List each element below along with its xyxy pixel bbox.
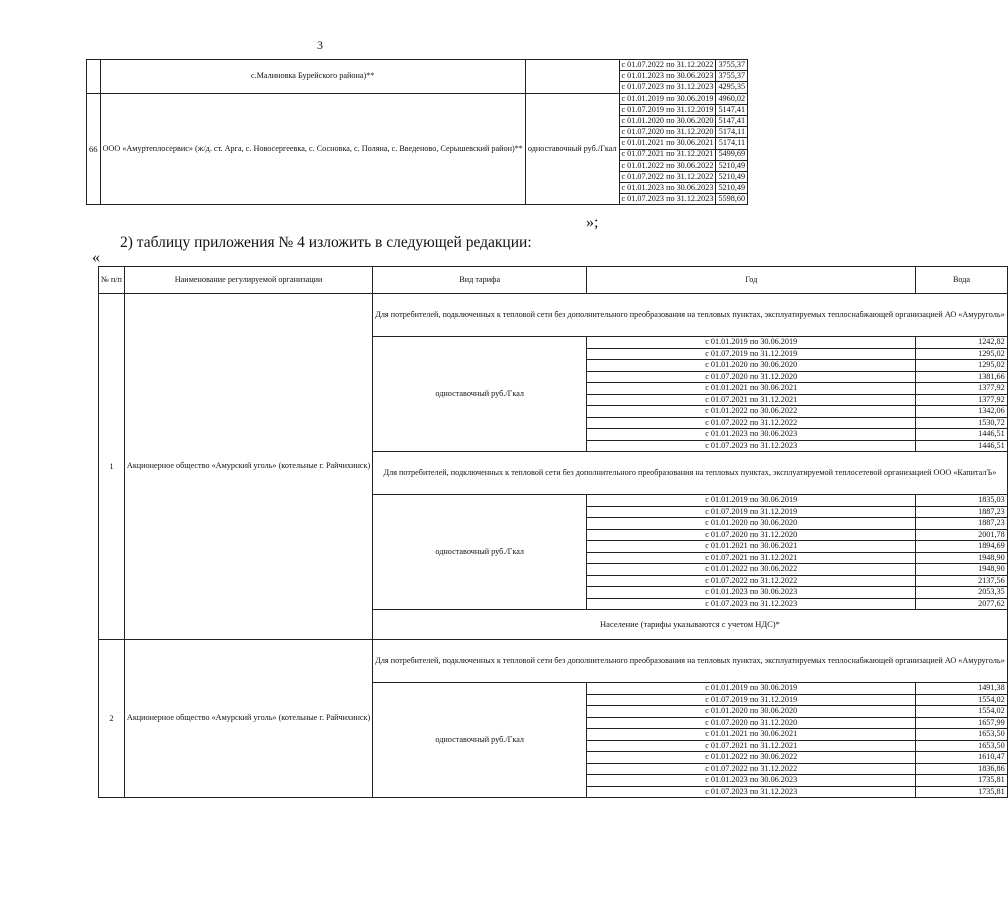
value-cell: 1836,86 [916,763,1007,775]
table-header-row [99,267,1008,294]
table-row [87,60,748,71]
period-cell: с 01.01.2019 по 30.06.2019 [587,683,916,695]
entry-number: 1 [99,294,125,640]
period-cell: с 01.01.2022 по 30.06.2022 [587,406,916,418]
entry-number: 66 [87,93,101,205]
period-cell: с 01.07.2022 по 31.12.2022 [587,417,916,429]
value-cell: 5147,41 [716,104,748,115]
value-cell: 5598,60 [716,194,748,205]
period-cell: с 01.07.2019 по 31.12.2019 [587,694,916,706]
value-cell: 1446,51 [916,429,1007,441]
period-cell: с 01.07.2023 по 31.12.2023 [619,82,716,93]
entry-number [87,60,101,94]
org-name: Акционерное общество «Амурский уголь» (котельные г. Райчихинск) [124,640,372,798]
value-cell: 1491,38 [916,683,1007,695]
period-cell: с 01.07.2022 по 31.12.2022 [587,763,916,775]
period-cell: с 01.07.2023 по 31.12.2023 [587,598,916,610]
table-row [87,93,748,104]
period-cell: с 01.07.2022 по 31.12.2022 [587,575,916,587]
value-cell: 1835,03 [916,495,1007,507]
period-cell: с 01.07.2020 по 31.12.2020 [587,717,916,729]
value-cell: 1653,50 [916,740,1007,752]
value-cell: 2001,78 [916,529,1007,541]
period-cell: с 01.07.2019 по 31.12.2019 [587,348,916,360]
period-cell: с 01.01.2021 по 30.06.2021 [587,383,916,395]
period-cell: с 01.07.2020 по 31.12.2020 [587,371,916,383]
value-cell: 1610,47 [916,752,1007,764]
period-cell: с 01.01.2020 по 30.06.2020 [587,518,916,530]
period-cell: с 01.01.2022 по 30.06.2022 [587,752,916,764]
period-cell: с 01.01.2021 по 30.06.2021 [587,541,916,553]
value-cell: 1530,72 [916,417,1007,429]
value-cell: 1446,51 [916,440,1007,452]
period-cell: с 01.07.2020 по 31.12.2020 [587,529,916,541]
period-cell: с 01.07.2021 по 31.12.2021 [619,149,716,160]
period-cell: с 01.01.2023 по 30.06.2023 [587,775,916,787]
value-cell: 5174,11 [716,127,748,138]
tariff-kind: одноставочный руб./Гкал [525,93,619,205]
value-cell: 1948,90 [916,552,1007,564]
tariff-table-appendix-4 [98,266,1008,798]
value-cell: 1554,02 [916,694,1007,706]
period-cell: с 01.01.2022 по 30.06.2022 [619,160,716,171]
value-cell: 1735,81 [916,775,1007,787]
value-cell: 1295,02 [916,348,1007,360]
org-name: Акционерное общество «Амурский уголь» (котельные г. Райчихинск) [124,294,372,640]
value-cell: 1342,06 [916,406,1007,418]
tariff-kind [525,60,619,94]
value-cell: 1653,50 [916,729,1007,741]
header-org: Наименование регулируемой организации [124,267,372,294]
value-cell: 1887,23 [916,518,1007,530]
period-cell: с 01.01.2022 по 30.06.2022 [587,564,916,576]
header-year: Год [587,267,916,294]
period-cell: с 01.01.2023 по 30.06.2023 [587,429,916,441]
value-cell: 1295,02 [916,360,1007,372]
opening-quote: « [92,249,100,266]
period-cell: с 01.07.2023 по 31.12.2023 [587,440,916,452]
consumer-group-label: Для потребителей, подключенных к тепловой сети без дополнительного преобразования на тепловых пунктах, эксплуатируемой теплосетевой организацией ООО «КапиталЪ» [373,452,1007,495]
value-cell: 5210,49 [716,183,748,194]
value-cell: 1377,92 [916,383,1007,395]
period-cell: с 01.01.2020 по 30.06.2020 [587,706,916,718]
period-cell: с 01.01.2019 по 30.06.2019 [587,337,916,349]
header-num: № п/п [99,267,125,294]
page-number: 3 [317,38,323,52]
value-cell: 1381,66 [916,371,1007,383]
period-cell: с 01.01.2023 по 30.06.2023 [587,587,916,599]
value-cell: 5210,49 [716,171,748,182]
period-cell: с 01.01.2020 по 30.06.2020 [587,360,916,372]
period-cell: с 01.07.2020 по 31.12.2020 [619,127,716,138]
value-cell: 1887,23 [916,506,1007,518]
period-cell: с 01.07.2022 по 31.12.2022 [619,171,716,182]
period-cell: с 01.07.2021 по 31.12.2021 [587,552,916,564]
tariff-kind: одноставочный руб./Гкал [373,683,587,798]
entry-number: 2 [99,640,125,798]
value-cell: 1735,81 [916,786,1007,798]
period-cell: с 01.01.2021 по 30.06.2021 [619,138,716,149]
value-cell: 2053,35 [916,587,1007,599]
value-cell: 1554,02 [916,706,1007,718]
consumer-group-label: Для потребителей, подключенных к тепловой сети без дополнительного преобразования на тепловых пунктах, эксплуатируемых теплоснабжающей организацией АО «Амуруголь» [373,640,1007,683]
org-name: с.Малиновка Бурейского района)** [100,60,525,94]
period-cell: с 01.07.2021 по 31.12.2021 [587,740,916,752]
period-cell: с 01.07.2019 по 31.12.2019 [587,506,916,518]
consumer-group-row [99,294,1008,337]
period-cell: с 01.01.2019 по 30.06.2019 [619,93,716,104]
period-cell: с 01.07.2022 по 31.12.2022 [619,60,716,71]
period-cell: с 01.01.2023 по 30.06.2023 [619,71,716,82]
org-name: ООО «Амуртеплосервис» (ж/д. ст. Арга, с. Новосергеевка, с. Сосновка, с. Поляна, с. Введеново, Серышевский район)** [100,93,525,205]
population-note: Население (тарифы указываются с учетом НДС)* [373,610,1007,640]
value-cell: 5499,69 [716,149,748,160]
period-cell: с 01.01.2019 по 30.06.2019 [587,495,916,507]
value-cell: 1894,69 [916,541,1007,553]
period-cell: с 01.07.2019 по 31.12.2019 [619,104,716,115]
value-cell: 5174,11 [716,138,748,149]
period-cell: с 01.07.2021 по 31.12.2021 [587,394,916,406]
value-cell: 4295,35 [716,82,748,93]
period-cell: с 01.07.2023 по 31.12.2023 [587,786,916,798]
value-cell: 1657,99 [916,717,1007,729]
tariff-kind: одноставочный руб./Гкал [373,337,587,452]
value-cell: 1377,92 [916,394,1007,406]
period-cell: с 01.01.2021 по 30.06.2021 [587,729,916,741]
header-kind: Вид тарифа [373,267,587,294]
section-heading: 2) таблицу приложения № 4 изложить в следующей редакции: [120,234,532,251]
period-cell: с 01.01.2020 по 30.06.2020 [619,115,716,126]
tariff-table-continued [86,59,748,205]
value-cell: 2137,56 [916,575,1007,587]
header-water: Вода [916,267,1007,294]
tariff-kind: одноставочный руб./Гкал [373,495,587,610]
value-cell: 3755,37 [716,60,748,71]
consumer-group-label: Для потребителей, подключенных к тепловой сети без дополнительного преобразования на тепловых пунктах, эксплуатируемых теплоснабжающей организацией АО «Амуруголь» [373,294,1007,337]
value-cell: 3755,37 [716,71,748,82]
value-cell: 2077,62 [916,598,1007,610]
period-cell: с 01.07.2023 по 31.12.2023 [619,194,716,205]
value-cell: 5147,41 [716,115,748,126]
consumer-group-row [99,640,1008,683]
value-cell: 5210,49 [716,160,748,171]
value-cell: 4960,02 [716,93,748,104]
value-cell: 1242,82 [916,337,1007,349]
value-cell: 1948,90 [916,564,1007,576]
period-cell: с 01.01.2023 по 30.06.2023 [619,183,716,194]
closing-quote: »; [586,214,599,231]
